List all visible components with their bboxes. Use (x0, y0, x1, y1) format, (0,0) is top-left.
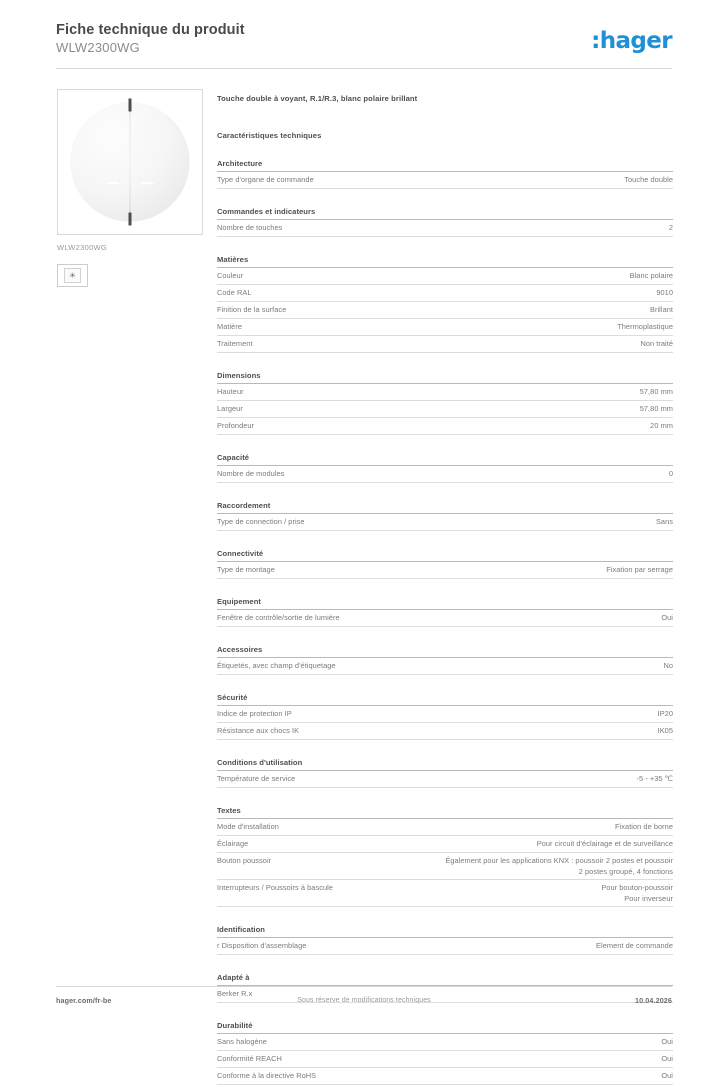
spec-row (217, 562, 673, 579)
spec-row-value: IK05 (657, 726, 673, 735)
spec-row-value: 20 mm (650, 421, 673, 430)
footer-website-link[interactable]: hager.com/fr-be (56, 996, 112, 1005)
spec-group-title: Identification (217, 924, 673, 938)
spec-row (217, 771, 673, 788)
spec-group (217, 500, 673, 531)
spec-group-title: Durabilité (217, 1020, 673, 1034)
footer-date: 10.04.2026 (635, 996, 672, 1005)
spec-row-value: 0 (668, 469, 673, 478)
spec-row-label: r Disposition d'assemblage (217, 941, 307, 950)
spec-row-label: Conforme à la directive RoHS (217, 1071, 317, 1080)
spec-row-label: Conformité REACH (217, 1054, 282, 1063)
spec-row-value-line: 2 postes groupé, 4 fonctions (578, 866, 673, 876)
spec-row-value: No (663, 661, 673, 670)
product-image-frame (57, 89, 203, 235)
spec-row-value-line: Pour bouton-poussoir (601, 883, 673, 892)
spec-row-value: Oui (661, 1054, 673, 1063)
spec-row-value (281, 856, 673, 877)
spec-group-title: Matières (217, 254, 673, 268)
product-thumbnail-button[interactable] (57, 264, 88, 287)
spec-row-label: Indice de protection IP (217, 709, 292, 718)
indicator-lens-right (141, 182, 154, 185)
spec-group (217, 596, 673, 627)
spec-row-value-line: Également pour les applications KNX : poussoir 2 postes et poussoir (445, 856, 673, 865)
product-description: Touche double à voyant, R.1/R.3, blanc polaire brillant (217, 94, 418, 103)
spec-group (217, 757, 673, 788)
spec-row-label: Hauteur (217, 387, 244, 396)
spec-row-label: Largeur (217, 404, 243, 413)
spec-row (217, 466, 673, 483)
spec-row (217, 1034, 673, 1051)
spec-row-label: Matière (217, 322, 242, 331)
spec-row-label: Type de montage (217, 565, 275, 574)
spec-group-title: Connectivité (217, 548, 673, 562)
spec-group (217, 254, 673, 353)
spec-group (217, 924, 673, 955)
spec-row-label: Profondeur (217, 421, 255, 430)
spec-row-label: Résistance aux chocs IK (217, 726, 300, 735)
product-switch-illustration (71, 103, 190, 222)
spec-row-value: Brillant (650, 305, 673, 314)
spec-row-value: Oui (661, 1071, 673, 1080)
spec-row (217, 706, 673, 723)
lamp-icon: ☀ (64, 268, 81, 283)
spec-row (217, 172, 673, 189)
spec-row-value: Fixation par serrage (606, 565, 673, 574)
spec-row-value: Sans (655, 517, 673, 526)
footer-disclaimer: Sous réserve de modifications techniques (297, 997, 431, 1004)
spec-group-title: Commandes et indicateurs (217, 206, 673, 220)
spec-group-title: Equipement (217, 596, 673, 610)
spec-group (217, 805, 673, 907)
spec-row (217, 1051, 673, 1068)
product-image-caption: WLW2300WG (57, 243, 108, 252)
spec-row-value: Pour circuit d'éclairage et de surveillance (536, 839, 673, 848)
spec-row (217, 1068, 673, 1085)
spec-row (217, 302, 673, 319)
spec-row-label: Bouton poussoir (217, 856, 272, 865)
spec-row (217, 514, 673, 531)
spec-row-label: Couleur (217, 271, 244, 280)
spec-row-label: Traitement (217, 339, 253, 348)
hager-logo: :hager (591, 28, 672, 54)
page-title: Fiche technique du produit (56, 22, 245, 38)
switch-tick-top (129, 99, 132, 112)
spec-row-label: Nombre de touches (217, 223, 283, 232)
spec-groups (217, 158, 673, 1085)
spec-group (217, 370, 673, 435)
spec-row-label: Finition de la surface (217, 305, 287, 314)
spec-row-value: Non traité (640, 339, 673, 348)
indicator-lens-left (107, 182, 120, 185)
spec-row-label: Nombre de modules (217, 469, 285, 478)
spec-row-label: Éclairage (217, 839, 249, 848)
spec-row-label: Code RAL (217, 288, 252, 297)
spec-row-value: 57,80 mm (639, 387, 673, 396)
product-image-column (57, 89, 205, 287)
spec-row (217, 285, 673, 302)
spec-group (217, 692, 673, 740)
spec-row-value: -5 - +35 ℃ (636, 774, 673, 783)
specs-section-title: Caractéristiques techniques (217, 131, 322, 140)
header-divider (56, 68, 672, 69)
spec-row (217, 723, 673, 740)
spec-row-label: Étiquetés, avec champ d'étiquetage (217, 661, 336, 670)
page-header (56, 22, 672, 68)
spec-row-label: Mode d'installation (217, 822, 279, 831)
spec-row-value: Oui (661, 613, 673, 622)
spec-row-value: Touche double (624, 175, 673, 184)
spec-row (217, 268, 673, 285)
spec-group-title: Conditions d'utilisation (217, 757, 673, 771)
spec-row-value: Fixation de borne (615, 822, 673, 831)
spec-row-value (343, 883, 673, 904)
footer-divider (56, 986, 672, 987)
spec-group-title: Architecture (217, 158, 673, 172)
specifications-column (217, 93, 673, 1085)
spec-group-title: Raccordement (217, 500, 673, 514)
spec-row-label: Sans halogène (217, 1037, 267, 1046)
spec-row-value: 57,80 mm (639, 404, 673, 413)
spec-row (217, 610, 673, 627)
spec-row (217, 319, 673, 336)
switch-seam (130, 103, 131, 222)
spec-row (217, 220, 673, 237)
spec-row (217, 819, 673, 836)
spec-row-value: Element de commande (596, 941, 673, 950)
spec-row-label: Type d'organe de commande (217, 175, 314, 184)
spec-group (217, 644, 673, 675)
spec-row-value: IP20 (657, 709, 673, 718)
switch-tick-bottom (129, 213, 132, 226)
spec-row (217, 418, 673, 435)
spec-group-title: Adapté à (217, 972, 673, 986)
spec-row (217, 938, 673, 955)
spec-row (217, 836, 673, 853)
spec-group (217, 158, 673, 189)
spec-row-value: 2 (668, 223, 673, 232)
spec-row-label: Berker R.x (217, 989, 253, 998)
spec-row (217, 336, 673, 353)
spec-row-label: Interrupteurs / Poussoirs à bascule (217, 883, 333, 892)
spec-group (217, 1020, 673, 1085)
spec-group-title: Sécurité (217, 692, 673, 706)
spec-group-title: Capacité (217, 452, 673, 466)
spec-row-value-line: Pour inverseur (624, 893, 673, 903)
spec-row-value: 9010 (656, 288, 673, 297)
spec-row (217, 880, 673, 907)
spec-group (217, 548, 673, 579)
spec-group-title: Textes (217, 805, 673, 819)
spec-group (217, 206, 673, 237)
page-footer (56, 996, 672, 1005)
spec-row (217, 384, 673, 401)
spec-group-title: Accessoires (217, 644, 673, 658)
spec-row-value: Blanc polaire (629, 271, 673, 280)
spec-row (217, 853, 673, 880)
spec-row-value: Thermoplastique (617, 322, 673, 331)
spec-row-label: Fenêtre de contrôle/sortie de lumière (217, 613, 340, 622)
spec-row-label: Type de connection / prise (217, 517, 305, 526)
product-reference: WLW2300WG (56, 40, 140, 55)
spec-row (217, 658, 673, 675)
spec-row-label: Température de service (217, 774, 296, 783)
spec-group (217, 452, 673, 483)
spec-row (217, 401, 673, 418)
spec-group-title: Dimensions (217, 370, 673, 384)
spec-row-value: Oui (661, 1037, 673, 1046)
